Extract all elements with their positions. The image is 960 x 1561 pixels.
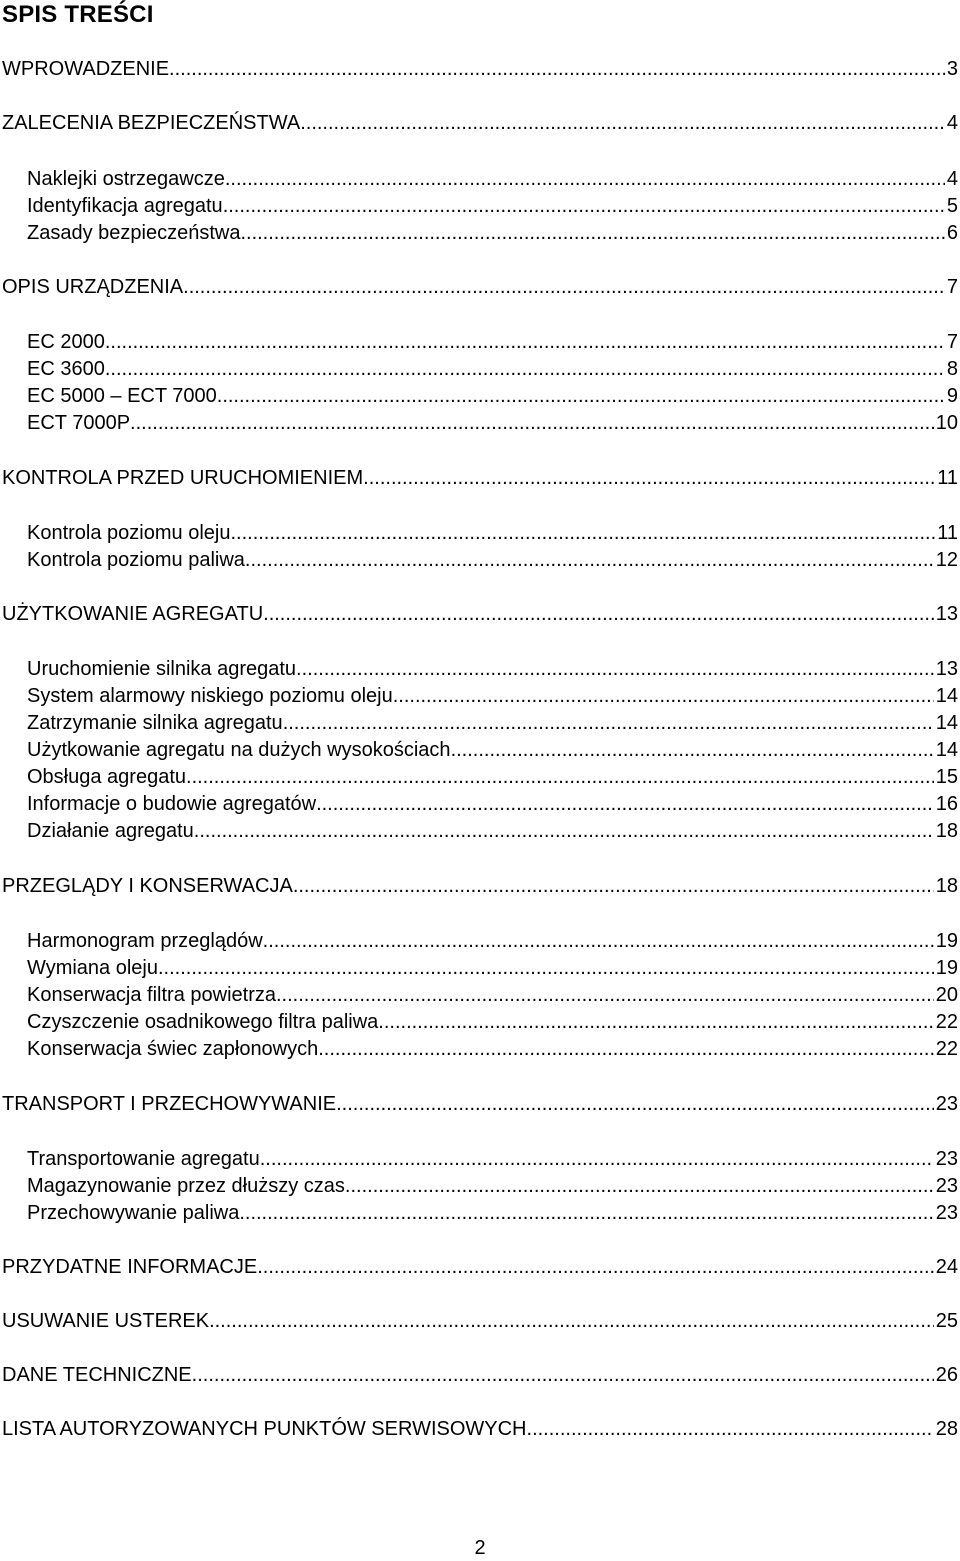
dot-leader [293,873,934,900]
toc-entry-page: 22 [935,1038,958,1060]
toc-subentry[interactable] [27,383,958,410]
toc-subentry[interactable] [27,683,958,710]
toc-entry-title: KONTROLA PRZED URUCHOMIENIEM [2,467,364,489]
dot-leader [239,1200,933,1227]
toc-entry-page: 14 [935,685,958,707]
toc-entry-title: PRZYDATNE INFORMACJE [2,1256,258,1278]
dot-leader [300,110,945,137]
toc-subentry[interactable] [27,955,958,982]
toc-entry-title: Magazynowanie przez dłuższy czas [27,1175,345,1197]
toc-section[interactable] [2,873,958,900]
toc-entry-title: Identyfikacja agregatu [27,195,223,217]
toc-entry-page: 4 [946,112,958,134]
dot-leader [283,710,934,737]
toc-entry-title: ZALECENIA BEZPIECZEŃSTWA [2,112,301,134]
toc-entry-title: Użytkowanie agregatu na dużych wysokościach [27,739,451,761]
toc-section[interactable] [2,56,958,83]
toc-section[interactable] [2,1091,958,1118]
toc-entry-title: Czyszczenie osadnikowego filtra paliwa [27,1011,379,1033]
toc-subentry[interactable] [27,1146,958,1173]
toc-entry-title: Konserwacja filtra powietrza [27,984,276,1006]
toc-entry-title: PRZEGLĄDY I KONSERWACJA [2,875,293,897]
dot-leader [363,465,935,492]
toc-entry-title: Harmonogram przeglądów [27,930,263,952]
toc-entry-title: Przechowywanie paliwa [27,1202,240,1224]
dot-leader [223,193,945,220]
toc-subentry[interactable] [27,1009,958,1036]
toc-entry-title: OPIS URZĄDZENIA [2,276,184,298]
toc-subentry[interactable] [27,520,958,547]
toc-subentry[interactable] [27,220,958,247]
dot-leader [225,166,945,193]
toc-entry-page: 18 [935,875,958,897]
toc-subentry[interactable] [27,818,958,845]
dot-leader [345,1173,934,1200]
toc-subentry[interactable] [27,791,958,818]
toc-entry-page: 12 [935,549,958,571]
toc-entry-page: 6 [946,222,958,244]
dot-leader [217,383,945,410]
toc-entry-page: 7 [946,276,958,298]
toc-entry-page: 15 [935,766,958,788]
toc-entry-page: 9 [946,385,958,407]
dot-leader [451,737,934,764]
toc-entry-page: 7 [946,331,958,353]
toc-entry-title: Naklejki ostrzegawcze [27,168,225,190]
page-number: 2 [474,1537,486,1559]
toc-entry-title: Zatrzymanie silnika agregatu [27,712,283,734]
dot-leader [105,356,945,383]
dot-leader [336,1091,934,1118]
toc-entry-title: EC 2000 [27,331,105,353]
toc-subentry[interactable] [27,1173,958,1200]
toc-entry-page: 22 [935,1011,958,1033]
toc-entry-page: 24 [935,1256,958,1278]
toc-section[interactable] [2,601,958,628]
toc-subentry[interactable] [27,764,958,791]
toc-subentry[interactable] [27,656,958,683]
toc-entry-page: 14 [935,712,958,734]
toc-entry-page: 28 [935,1418,958,1440]
toc-entry-page: 23 [935,1148,958,1170]
toc-subentry[interactable] [27,193,958,220]
toc-entry-title: TRANSPORT I PRZECHOWYWANIE [2,1093,337,1115]
toc-section[interactable] [2,1416,958,1443]
dot-leader [130,410,934,437]
toc-subentry[interactable] [27,547,958,574]
toc-subentry[interactable] [27,166,958,193]
dot-leader [209,1308,934,1335]
toc-subentry[interactable] [27,329,958,356]
dot-leader [263,928,934,955]
toc-subentry[interactable] [27,356,958,383]
toc-entry-title: System alarmowy niskiego poziomu oleju [27,685,393,707]
toc-entry-title: WPROWADZENIE [2,58,170,80]
toc-entry-title: LISTA AUTORYZOWANYCH PUNKTÓW SERWISOWYCH [2,1418,527,1440]
toc-entry-title: UŻYTKOWANIE AGREGATU [2,603,264,625]
toc-entry-page: 25 [935,1310,958,1332]
toc-subentry[interactable] [27,982,958,1009]
dot-leader [527,1416,934,1443]
toc-entry-page: 26 [935,1364,958,1386]
toc-entry-page: 11 [937,467,958,489]
dot-leader [194,818,934,845]
dot-leader [263,601,934,628]
dot-leader [158,955,934,982]
toc-entry-title: Kontrola poziomu paliwa [27,549,245,571]
dot-leader [245,547,934,574]
toc-entry-page: 3 [946,58,958,80]
toc-entry-page: 4 [946,168,958,190]
toc-entry-page: 16 [935,793,958,815]
dot-leader [318,1036,934,1063]
dot-leader [105,329,945,356]
toc-subentry[interactable] [27,737,958,764]
toc-entry-title: Kontrola poziomu oleju [27,522,231,544]
toc-section[interactable] [2,1254,958,1281]
toc-entry-title: EC 3600 [27,358,105,380]
toc-entry-title: EC 5000 – ECT 7000 [27,385,217,407]
toc-entry-page: 23 [935,1175,958,1197]
toc-entry-title: Transportowanie agregatu [27,1148,260,1170]
dot-leader [186,764,934,791]
toc-entry-page: 23 [935,1202,958,1224]
toc-subentry[interactable] [27,410,958,437]
toc-subentry[interactable] [27,1036,958,1063]
toc-subentry[interactable] [27,710,958,737]
toc-entry-title: Konserwacja świec zapłonowych [27,1038,319,1060]
toc-entry-title: Informacje o budowie agregatów [27,793,317,815]
toc-entry-page: 19 [935,930,958,952]
toc-entry-title: Wymiana oleju [27,957,158,979]
page-title: SPIS TREŚCI [2,1,154,28]
toc-section[interactable] [2,1362,958,1389]
toc-section[interactable] [2,110,958,137]
toc-entry-page: 23 [935,1093,958,1115]
dot-leader [192,1362,934,1389]
toc-entry-page: 13 [935,658,958,680]
toc-subentry[interactable] [27,1200,958,1227]
dot-leader [240,220,944,247]
dot-leader [230,520,935,547]
toc-entry-title: ECT 7000P [27,412,131,434]
toc-entry-page: 5 [946,195,958,217]
toc-entry-page: 10 [935,412,958,434]
toc-entry-page: 13 [935,603,958,625]
toc-section[interactable] [2,274,958,301]
toc-entry-page: 19 [935,957,958,979]
toc-section[interactable] [2,1308,958,1335]
dot-leader [378,1009,933,1036]
toc-entry-title: DANE TECHNICZNE [2,1364,192,1386]
toc-entry-page: 14 [935,739,958,761]
toc-entry-page: 18 [935,820,958,842]
toc-entry-title: Uruchomienie silnika agregatu [27,658,297,680]
toc-entry-title: Zasady bezpieczeństwa [27,222,241,244]
toc-entry-title: Działanie agregatu [27,820,194,842]
dot-leader [257,1254,934,1281]
dot-leader [316,791,934,818]
toc-section[interactable] [2,465,958,492]
dot-leader [183,274,945,301]
toc-entry-title: USUWANIE USTEREK [2,1310,210,1332]
toc-entry-page: 8 [946,358,958,380]
dot-leader [296,656,934,683]
toc-entry-page: 11 [937,522,958,544]
dot-leader [393,683,934,710]
toc-subentry[interactable] [27,928,958,955]
dot-leader [169,56,945,83]
toc-entry-title: Obsługa agregatu [27,766,187,788]
dot-leader [260,1146,934,1173]
toc-entry-page: 20 [935,984,958,1006]
dot-leader [276,982,934,1009]
